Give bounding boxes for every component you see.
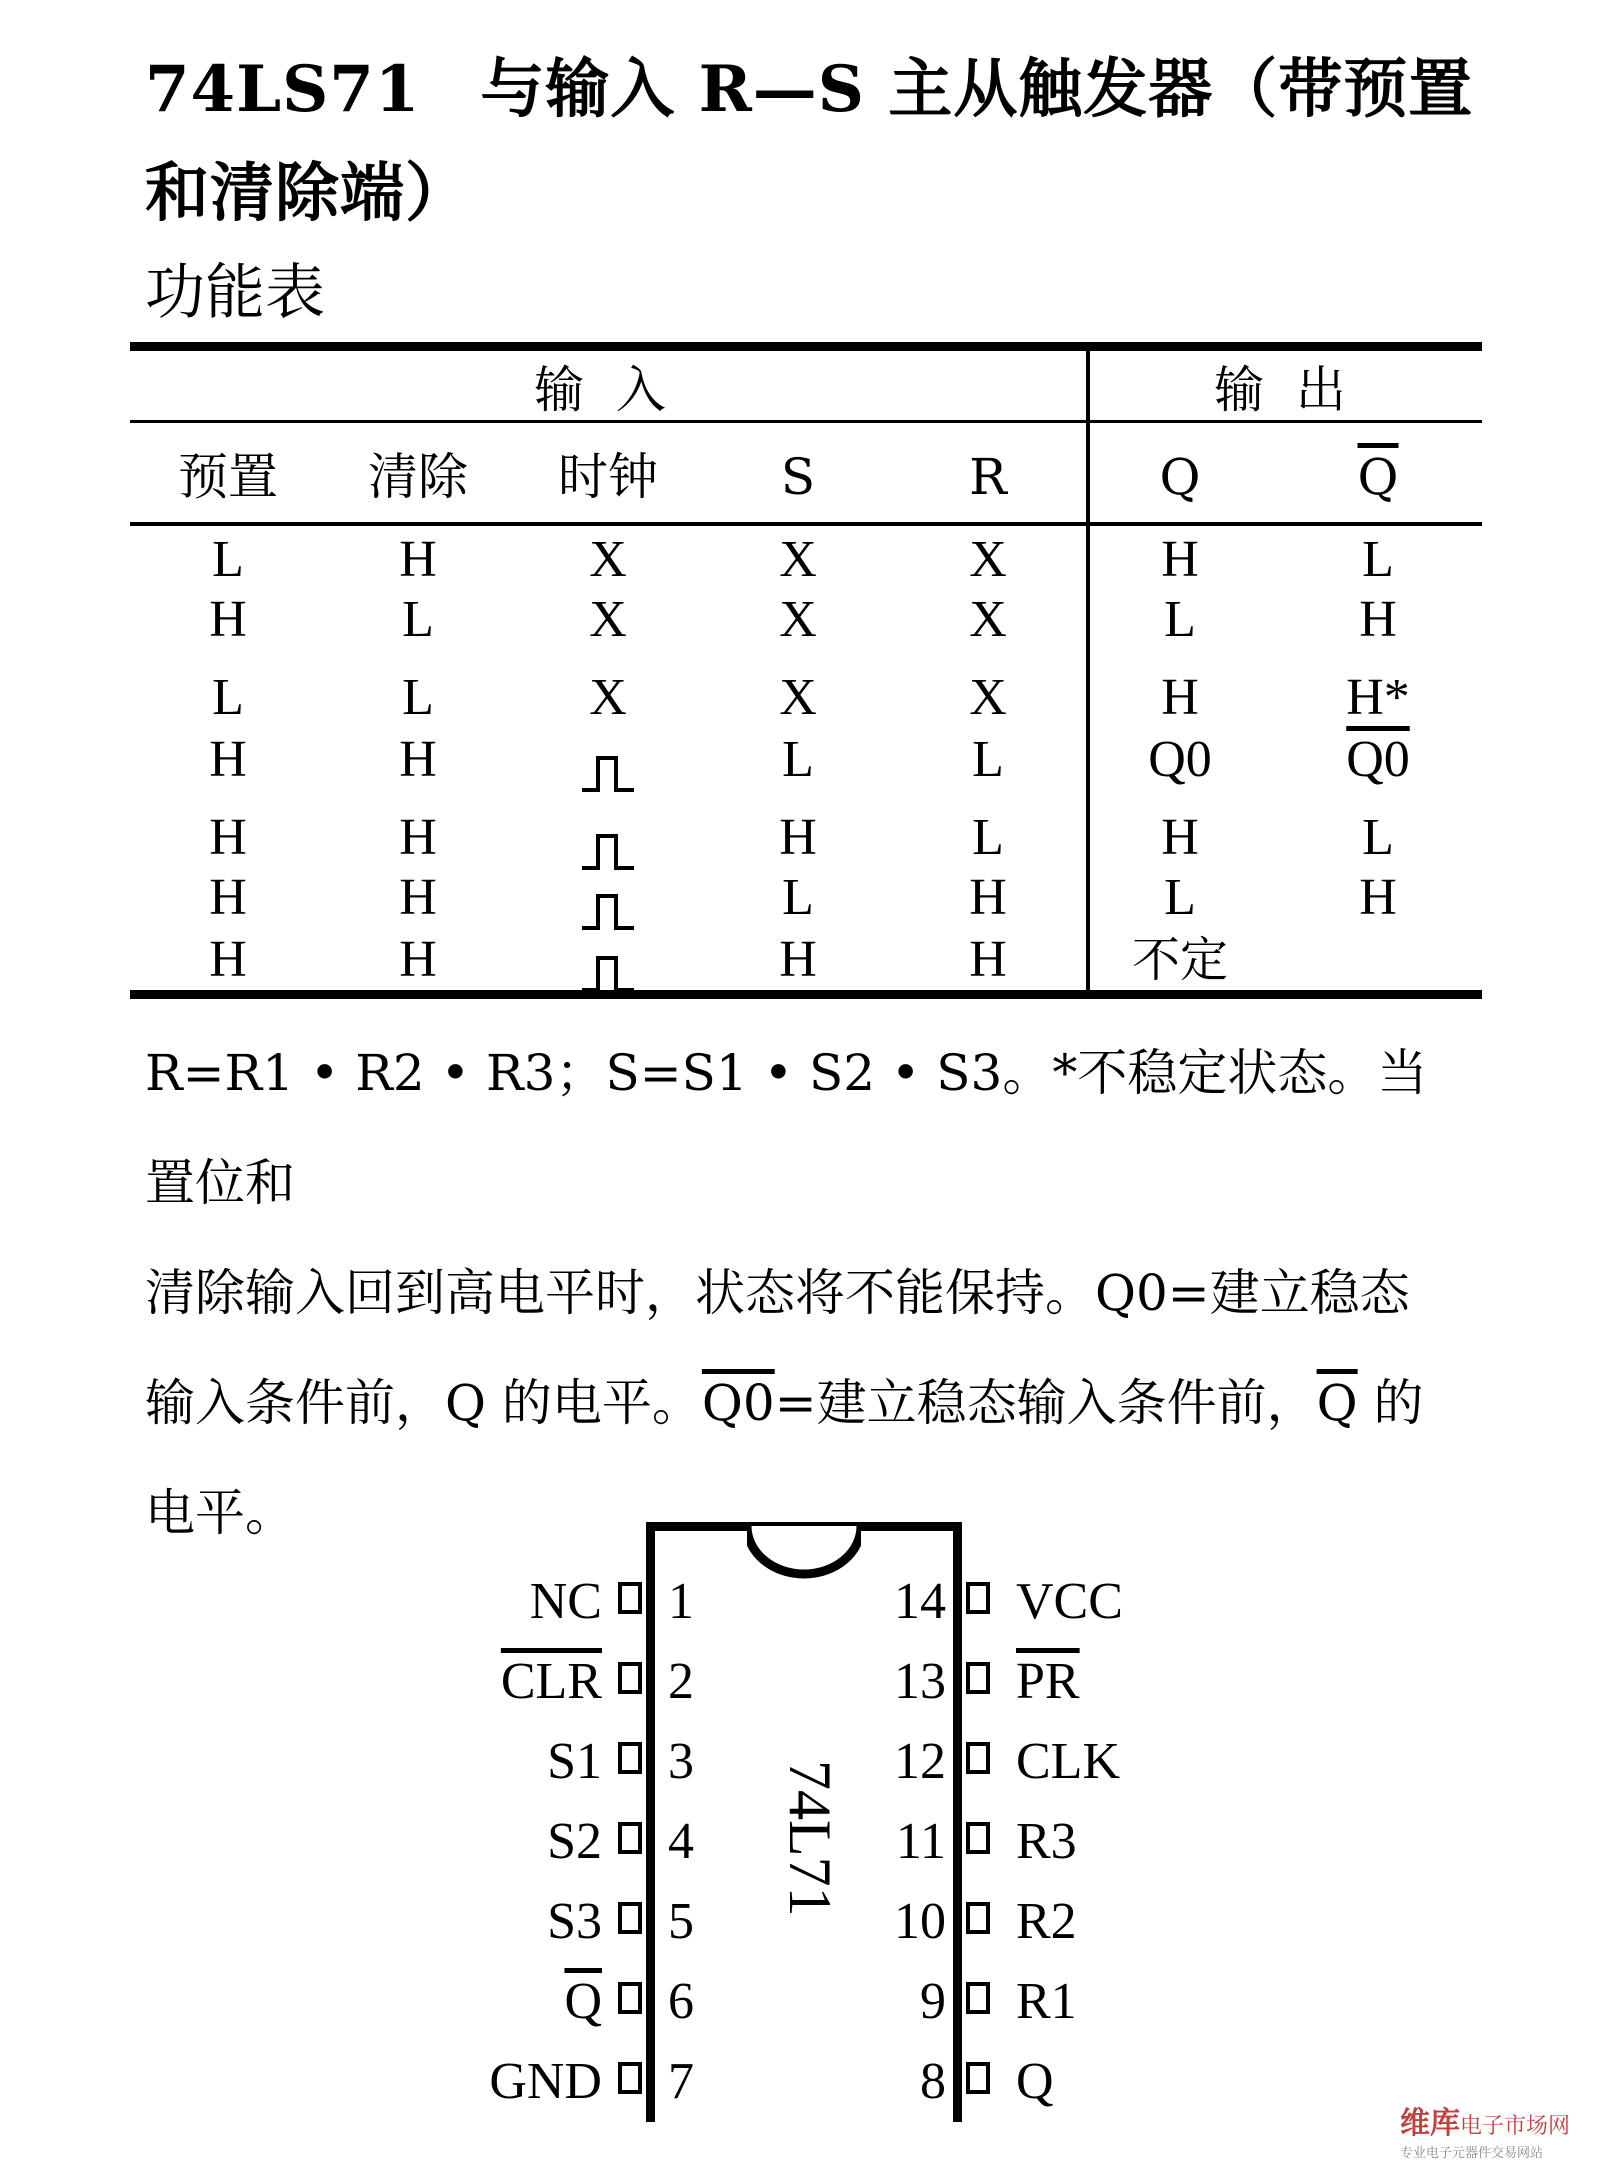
pin-pad [618, 1902, 642, 1934]
clock-pulse-icon [518, 744, 698, 796]
pin-label-text: $\overline{CLR}$ [500, 1653, 602, 1710]
column-header: $\overline{Q}$ [1357, 448, 1399, 506]
pin-pad [966, 1982, 990, 2014]
table-cell: L [1164, 869, 1196, 926]
pin-label [402, 1732, 602, 1792]
table-cell: L [212, 531, 244, 588]
pin-pad [966, 1582, 990, 1614]
table-cell: H [969, 869, 1007, 926]
column-header: 预置 [178, 448, 278, 506]
note-line-2: 清除输入回到高电平时，状态将不能保持。Q0=建立稳态 [145, 1264, 1410, 1322]
note-line-3 [145, 1348, 1475, 1458]
pin-label-text: NC [529, 1573, 602, 1630]
column-header: R [969, 448, 1007, 506]
table-cell: L [782, 869, 814, 926]
pin-label-text: S2 [547, 1813, 602, 1870]
pin-label-text: $\overline{PR}$ [1016, 1653, 1080, 1710]
part-description: 与输入 R—S 主从触发器（带预置和清除端） [145, 52, 1474, 231]
pin-label-text: R2 [1016, 1893, 1077, 1950]
clock-pulse-icon [518, 822, 698, 874]
pin-label [402, 1652, 602, 1712]
pin-pad [618, 1742, 642, 1774]
table-cell: H [209, 931, 247, 988]
pin-number: 1 [668, 1573, 694, 1630]
watermark-logo [1400, 2106, 1571, 2166]
pin-label [1016, 1972, 1077, 2032]
table-top-rule [130, 342, 1482, 351]
pin-pad [966, 2062, 990, 2094]
table-cell: H [779, 809, 817, 866]
table-cell: X [779, 669, 817, 726]
column-header: 清除 [368, 448, 468, 506]
pin-pad [966, 1902, 990, 1934]
pin-label-text: CLK [1016, 1733, 1120, 1790]
table-cell: H [1161, 809, 1199, 866]
pin-label [402, 1572, 602, 1632]
note-q0-bar: Q0 [701, 1374, 775, 1432]
table-cell: X [589, 669, 627, 726]
pin-number: 5 [668, 1893, 694, 1950]
column-header: S [780, 448, 816, 506]
chip-notch [747, 1526, 861, 1586]
pin-label-text: Q [1016, 2053, 1054, 2110]
pin-number: 11 [895, 1813, 946, 1870]
pin-number: 2 [668, 1653, 694, 1710]
table-cell: H [969, 931, 1007, 988]
outputs-group-header: 输 出 [1214, 361, 1346, 419]
section-heading: 功能表 [145, 258, 325, 328]
note-line-4: 电平。 [145, 1484, 295, 1542]
table-cell: X [589, 591, 627, 648]
pin-number: 7 [668, 2053, 694, 2110]
pin-label [1016, 1572, 1123, 1632]
pin-label [1016, 1732, 1120, 1792]
pin-label-text: S3 [547, 1893, 602, 1950]
pin-number: 3 [668, 1733, 694, 1790]
pin-label-text: $\overline{Q}$ [564, 1973, 602, 2030]
table-cell: X [589, 531, 627, 588]
pin-label-text: R3 [1016, 1813, 1077, 1870]
chip-name: 74L71 [777, 1760, 843, 1917]
table-cell: H [209, 869, 247, 926]
pin-label [402, 1972, 602, 2032]
table-cell: H [399, 869, 437, 926]
watermark-tag: 电子市场网 [1460, 2114, 1571, 2139]
table-cell: H [1359, 869, 1397, 926]
pin-pad [618, 1582, 642, 1614]
note-q-bar: $\overline{Q}$ [1316, 1374, 1358, 1432]
note-line-3a: 输入条件前，Q 的电平。 [145, 1374, 702, 1432]
column-header: Q [1159, 448, 1201, 506]
pin-pad [966, 1822, 990, 1854]
pin-number: 10 [894, 1893, 946, 1950]
column-header: 时钟 [558, 448, 658, 506]
note-line-3c: =建立稳态输入条件前， [774, 1374, 1317, 1432]
table-cell: H [399, 531, 437, 588]
page-title [145, 38, 1475, 246]
pin-label-text: S1 [547, 1733, 602, 1790]
pin-number: 14 [894, 1573, 946, 1630]
table-cell: H* [1346, 669, 1410, 726]
table-cell: Q0 [1346, 731, 1410, 788]
note-line-1: R=R1 • R2 • R3；S=S1 • S2 • S3。*不稳定状态。当置位和 [145, 1044, 1428, 1212]
pin-label [402, 2052, 602, 2112]
pin-label [402, 1812, 602, 1872]
watermark-slogan: 专业电子元器件交易网站 [1400, 2146, 1544, 2161]
pin-pad [966, 1662, 990, 1694]
table-cell: L [972, 809, 1004, 866]
pin-pad [618, 2062, 642, 2094]
part-code: 74LS71 [145, 52, 421, 127]
table-cell: H [399, 809, 437, 866]
table-cell: H [399, 731, 437, 788]
clock-pulse-icon [518, 882, 698, 934]
pin-label-text: GND [489, 2053, 602, 2110]
table-cell: 不定 [1131, 932, 1228, 988]
table-note [145, 1018, 1475, 1568]
pin-label-text: R1 [1016, 1973, 1077, 2030]
table-group-rule [130, 420, 1482, 423]
pin-number: 12 [894, 1733, 946, 1790]
table-cell: X [969, 591, 1007, 648]
table-cell: H [779, 931, 817, 988]
pin-number: 6 [668, 1973, 694, 2030]
clock-pulse-icon [518, 944, 698, 996]
table-cell: L [1362, 531, 1394, 588]
pin-number: 13 [894, 1653, 946, 1710]
table-cell: H [209, 809, 247, 866]
table-cell: H [1359, 591, 1397, 648]
table-cell: H [1161, 669, 1199, 726]
inputs-group-header: 输 入 [534, 361, 666, 419]
pin-label [1016, 1812, 1077, 1872]
pin-pad [618, 1982, 642, 2014]
table-cell: Q0 [1148, 731, 1212, 788]
pin-label [1016, 1892, 1077, 1952]
table-cell: X [969, 531, 1007, 588]
pin-pad [618, 1822, 642, 1854]
table-cell: X [779, 591, 817, 648]
table-cell: H [1161, 531, 1199, 588]
table-cell: H [399, 931, 437, 988]
pin-pad [618, 1662, 642, 1694]
pin-number: 4 [668, 1813, 694, 1870]
table-header-rule [130, 522, 1482, 526]
table-cell: L [212, 669, 244, 726]
pin-number: 8 [920, 2053, 946, 2110]
table-cell: H [209, 591, 247, 648]
pin-label [1016, 1652, 1080, 1712]
table-bottom-rule [130, 990, 1482, 999]
watermark-brand: 维库 [1400, 2106, 1460, 2141]
table-cell: L [972, 731, 1004, 788]
table-cell: L [782, 731, 814, 788]
table-cell: L [1164, 591, 1196, 648]
pin-label [1016, 2052, 1054, 2112]
table-cell: H [209, 731, 247, 788]
pin-label [402, 1892, 602, 1952]
table-cell: X [969, 669, 1007, 726]
table-cell: L [1362, 809, 1394, 866]
table-cell: L [402, 591, 434, 648]
pin-label-text: VCC [1016, 1573, 1123, 1630]
pin-pad [966, 1742, 990, 1774]
table-cell: X [779, 531, 817, 588]
note-line-3e: 的 [1357, 1374, 1424, 1432]
table-cell: L [402, 669, 434, 726]
pin-number: 9 [920, 1973, 946, 2030]
